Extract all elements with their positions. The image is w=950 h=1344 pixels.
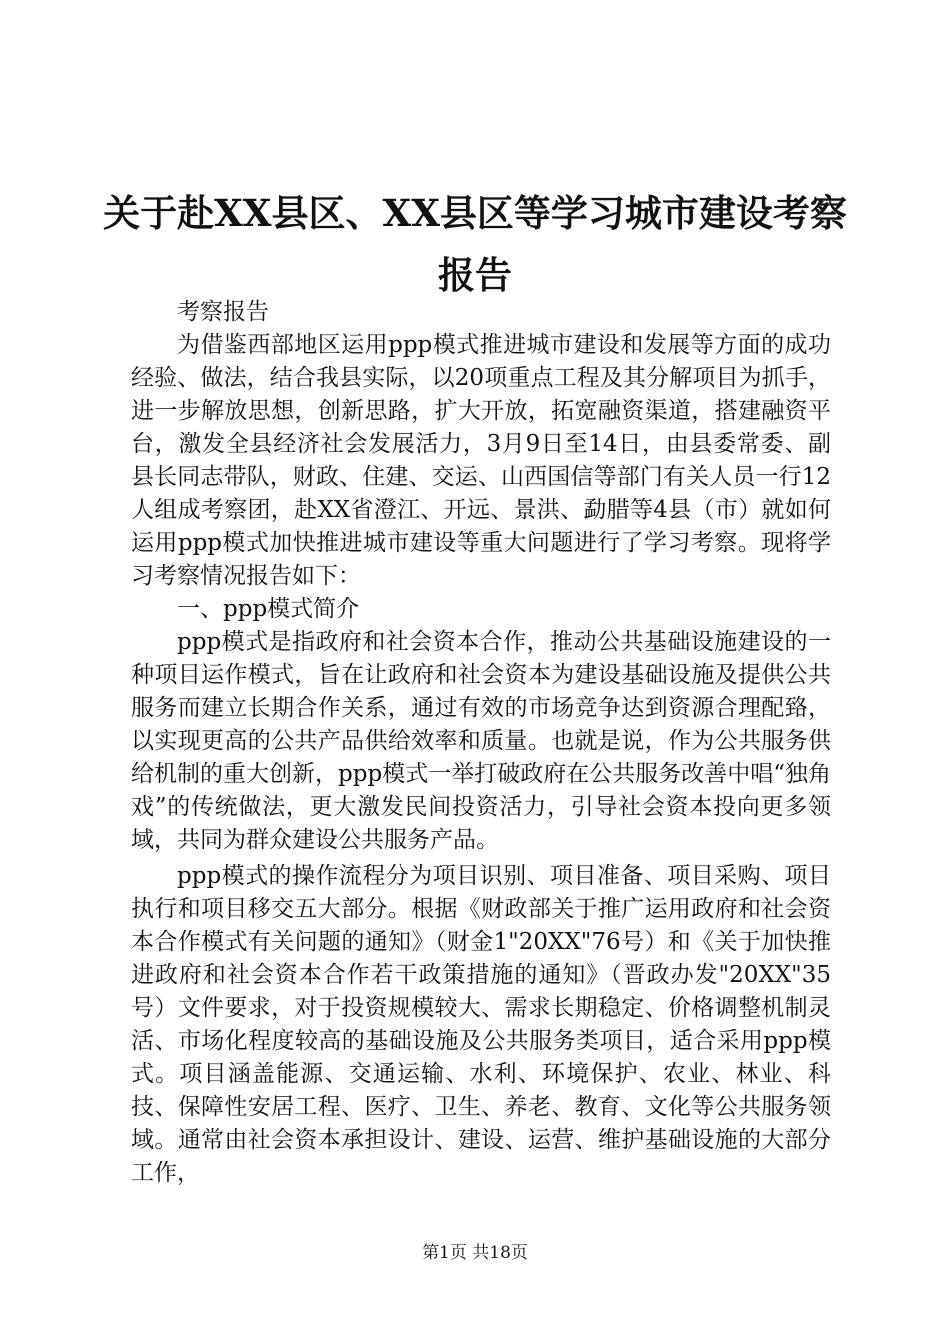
paragraph-ppp-definition: ppp模式是指政府和社会资本合作，推动公共基础设施建设的一种项目运作模式，旨在让政府和社会资本为建设基础设施及提供公共服务而建立长期合作关系，通过有效的市场竞争达到资源合理配臵，以实现更高的公共产品供给效率和质量。也就是说，作为公共服务供给机制的重大创新，ppp模式一举打破政府在公共服务改善中唱“独角戏”的传统做法，更大激发民间投资活力，引导社会资本投向更多领域，共同为群众建设公共服务产品。 xyxy=(131,629,831,853)
document-title: 关于赴XX县区、XX县区等学习城市建设考察报告 xyxy=(103,191,847,297)
paragraph-intro: 为借鉴西部地区运用ppp模式推进城市建设和发展等方面的成功经验、做法，结合我县实际，以20项重点工程及其分解项目为抓手，进一步解放思想，创新思路，扩大开放，拓宽融资渠道，搭建融资平台，激发全县经济社会发展活力，3月9日至14日，由县委常委、副县长同志带队，财政、住建、交运、山西国信等部门有关人员一行12人组成考察团，赴XX省澄江、开远、景洪、勐腊等4县（市）就如何运用ppp模式加快推进城市建设等重大问题进行了学习考察。现将学习考察情况报告如下： xyxy=(131,332,831,589)
paragraph-heading: 考察报告 xyxy=(177,299,269,325)
section-heading: 一、ppp模式简介 xyxy=(177,596,360,622)
paragraph-ppp-process: ppp模式的操作流程分为项目识别、项目准备、项目采购、项目执行和项目移交五大部分。根据《财政部关于推广运用政府和社会资本合作模式有关问题的通知》（财金1"20XX"76号）和《关于加快推进政府和社会资本合作若干政策措施的通知》（晋政办发"20XX"35号）文件要求，对于投资规模较大、需求长期稳定、价格调整机制灵活、市场化程度较高的基础设施及公共服务类项目，适合采用ppp模式。项目涵盖能源、交通运输、水利、环境保护、农业、林业、科技、保障性安居工程、医疗、卫生、养老、教育、文化等公共服务领域。通常由社会资本承担设计、建设、运营、维护基础设施的大部分工作， xyxy=(131,863,831,1186)
document-body xyxy=(131,296,831,1190)
page-footer: 第1页 共18页 xyxy=(422,1243,528,1263)
